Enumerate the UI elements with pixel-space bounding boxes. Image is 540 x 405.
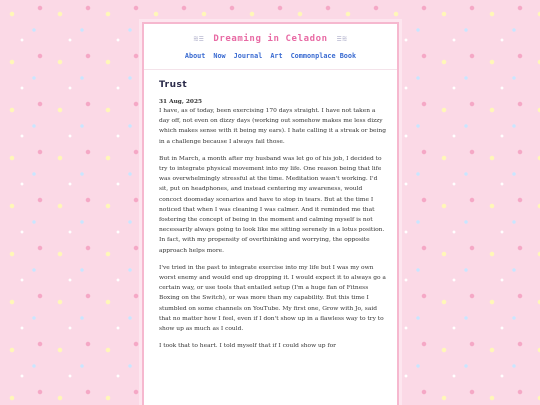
post-title: Trust — [159, 80, 188, 90]
site-title-text[interactable]: Dreaming in Celadon — [213, 34, 328, 44]
post-paragraph: I've tried in the past to integrate exercise into my life but I was my own worst enemy and would end up dropping it. I would expect it to always go a certain way, or use tools that entailed setup (I'm a huge fan of Fitness Boxing on the Switch), or was more than my capability. But this time I stumbled on some channels on YouTube. My first one, Grow with Jo, said that no matter how I feel, even if I don't show up in a flawless way to try to show up as much as I could. — [159, 264, 386, 333]
nav-link-commonplace-book[interactable]: Commonplace Book — [290, 52, 357, 60]
post-body — [159, 106, 387, 351]
title-decoration-right: ≡≋ — [336, 34, 348, 43]
post-paragraph: I have, as of today, been exercising 170 days straight. I have not taken a day off, not even on dizzy days (working out somehow makes me less dizzy which makes sense with it being my ears). I hate calling it a streak or being in a challenge because I always fail those. — [159, 108, 386, 145]
journal-post — [144, 70, 397, 351]
nav-link-journal[interactable]: Journal — [233, 52, 263, 60]
post-date: 31 Aug, 2025 — [159, 99, 203, 105]
nav-link-art[interactable]: Art — [270, 52, 283, 60]
title-decoration-left: ≋≡ — [193, 34, 205, 43]
nav-link-about[interactable]: About — [184, 52, 206, 60]
page-container — [142, 22, 399, 405]
post-paragraph: But in March, a month after my husband was let go of his job, I decided to try to integrate physical movement into my life. One reason being that life was overwhelmingly stressful at the time. Meditation wasn't working. I'd sit, put on headphones, and instead centering my awareness, would concoct doomsday scenarios and have to stop in tears. But at the time I noticed that when I was cleaning I was calmer. And it reminded me that fostering the concept of being in the moment and calming myself is not necessarily always going to look like me sitting serenely in a lotus position. In fact, with my propensity of overthinking and worrying, the opposite approach helps more. — [159, 155, 385, 254]
main-nav — [144, 52, 397, 70]
post-paragraph: I took that to heart. I told myself that if I could show up for — [159, 343, 336, 350]
nav-link-now[interactable]: Now — [213, 52, 226, 60]
site-title[interactable] — [144, 34, 397, 44]
